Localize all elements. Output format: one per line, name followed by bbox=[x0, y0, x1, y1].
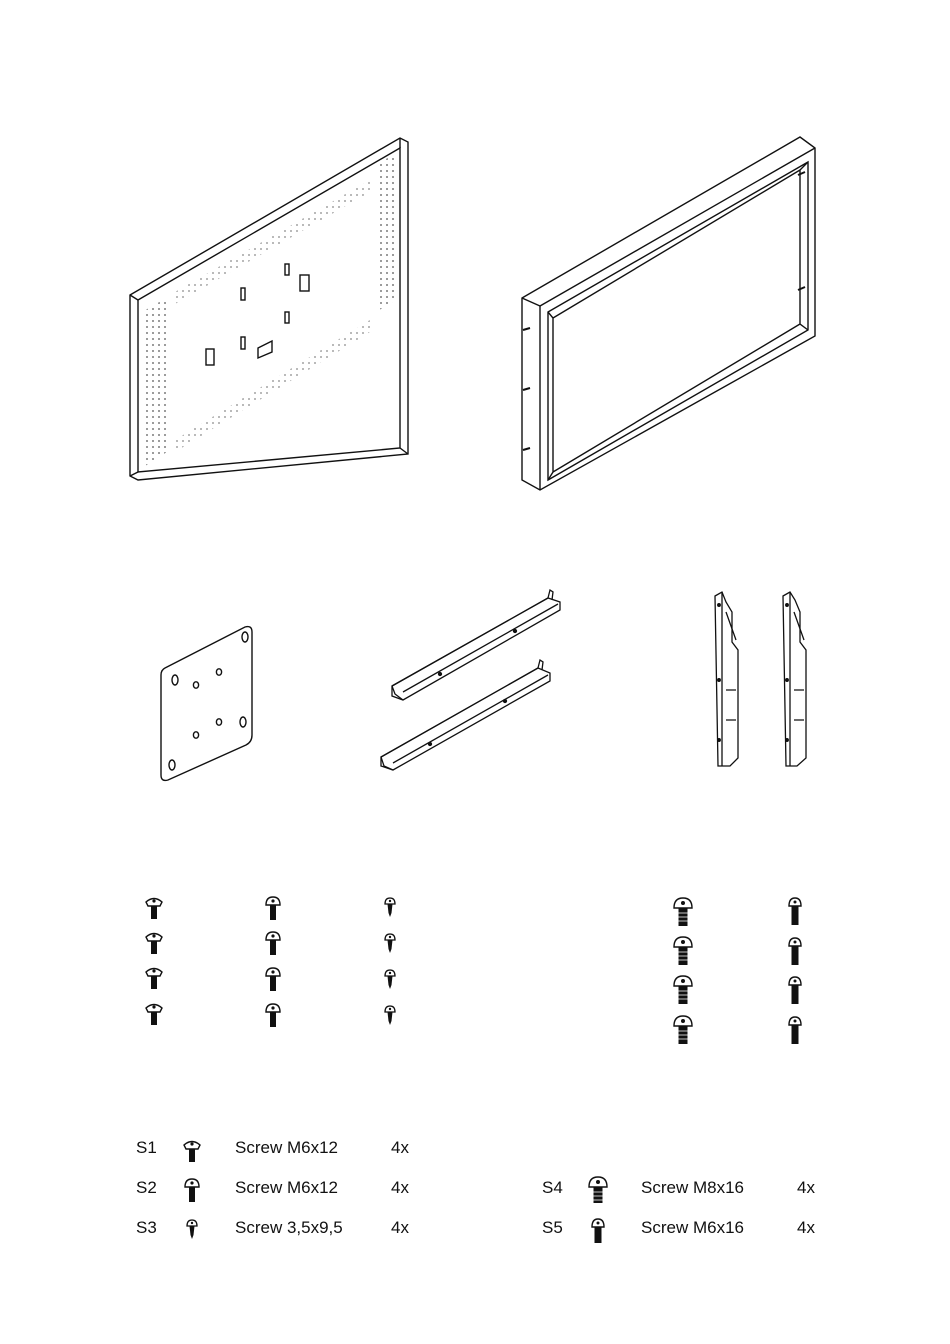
part-id: S5 bbox=[542, 1218, 563, 1237]
small-self-tapping-screw-icon bbox=[180, 1213, 204, 1243]
part-id: S1 bbox=[136, 1138, 157, 1157]
part-quantity: 4x bbox=[391, 1178, 409, 1197]
part-description: Screw M6x16 bbox=[641, 1218, 744, 1237]
part-id: S3 bbox=[136, 1218, 157, 1237]
part-id: S2 bbox=[136, 1178, 157, 1197]
flat-head-screw-icon bbox=[180, 1133, 204, 1163]
part-description: Screw M6x12 bbox=[235, 1178, 338, 1197]
part-quantity: 4x bbox=[797, 1178, 815, 1197]
part-id: S4 bbox=[542, 1178, 563, 1197]
large-button-head-screw-icon bbox=[586, 1173, 610, 1203]
part-description: Screw 3,5x9,5 bbox=[235, 1218, 343, 1237]
part-quantity: 4x bbox=[797, 1218, 815, 1237]
long-button-head-screw-icon bbox=[586, 1213, 610, 1243]
part-description: Screw M6x12 bbox=[235, 1138, 338, 1157]
part-quantity: 4x bbox=[391, 1218, 409, 1237]
button-head-screw-icon bbox=[180, 1173, 204, 1203]
part-description: Screw M8x16 bbox=[641, 1178, 744, 1197]
part-quantity: 4x bbox=[391, 1138, 409, 1157]
